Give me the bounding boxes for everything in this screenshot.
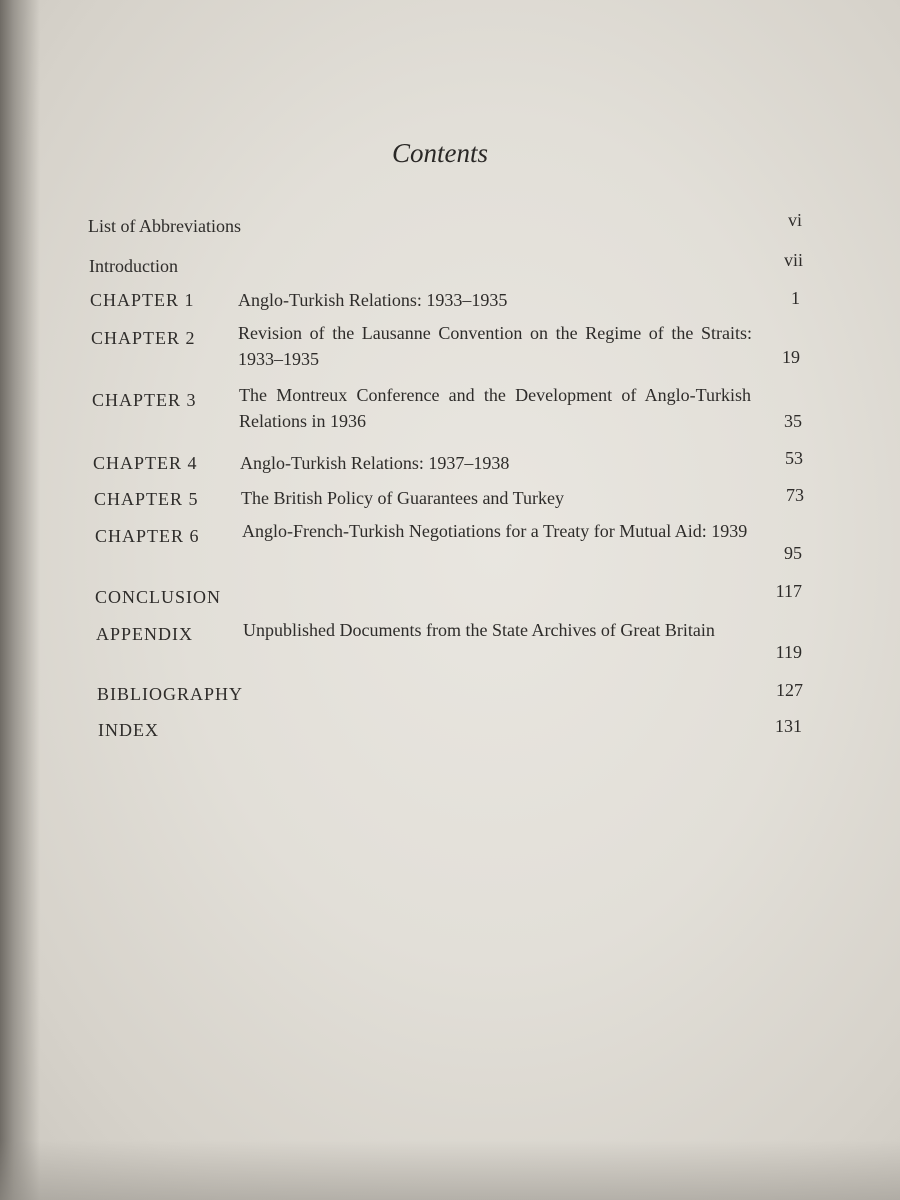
toc-entry-page: 19 [782, 347, 800, 367]
toc-entry-label: CHAPTER 1 [90, 290, 195, 310]
toc-entry-page: vi [787, 210, 802, 230]
toc-entry-page: vii [783, 250, 803, 270]
toc-entry-label: CHAPTER 4 [93, 453, 198, 473]
toc-entry-label: List of Abbreviations [88, 216, 241, 236]
toc-entry-label: CHAPTER 5 [94, 489, 199, 509]
toc-entry-title: The Montreux Conference and the Development of Anglo-Turkish Relations in 1936 [239, 385, 751, 431]
toc-entry-title: Anglo-Turkish Relations: 1933–1935 [238, 290, 508, 310]
toc-entry-page: 1 [791, 288, 800, 308]
toc-entry-page: 95 [784, 543, 802, 563]
toc-entry-label: CHAPTER 2 [91, 328, 196, 348]
toc-entry-title: The British Policy of Guarantees and Turkey [241, 488, 564, 508]
toc-entry-label: CHAPTER 3 [92, 390, 197, 410]
toc-entry-label: Introduction [89, 256, 178, 276]
toc-entry-label: INDEX [98, 720, 159, 740]
toc-entry-page: 119 [775, 642, 802, 662]
toc-entry-page: 131 [775, 716, 802, 736]
toc-entry-title: Anglo-French-Turkish Negotiations for a Treaty for Mutual Aid: 1939 [242, 521, 748, 541]
toc-entry-page: 53 [785, 448, 803, 468]
toc-entry-page: 117 [775, 581, 802, 601]
toc-entry-page: 127 [776, 680, 803, 700]
toc-entry-label: CHAPTER 6 [95, 526, 200, 546]
toc-entry-title: Revision of the Lausanne Convention on the Regime of the Straits: 1933–1935 [238, 323, 752, 369]
contents-title: Contents [391, 138, 488, 168]
toc-entry-label: APPENDIX [96, 624, 194, 644]
toc-entry-label: BIBLIOGRAPHY [97, 684, 244, 704]
toc-entry-label: CONCLUSION [95, 587, 222, 607]
toc-entry-title: Anglo-Turkish Relations: 1937–1938 [240, 453, 510, 473]
toc-entry-page: 73 [786, 485, 804, 505]
toc-entry-title: Unpublished Documents from the State Archives of Great Britain [243, 620, 715, 640]
toc-entry-page: 35 [784, 411, 802, 431]
